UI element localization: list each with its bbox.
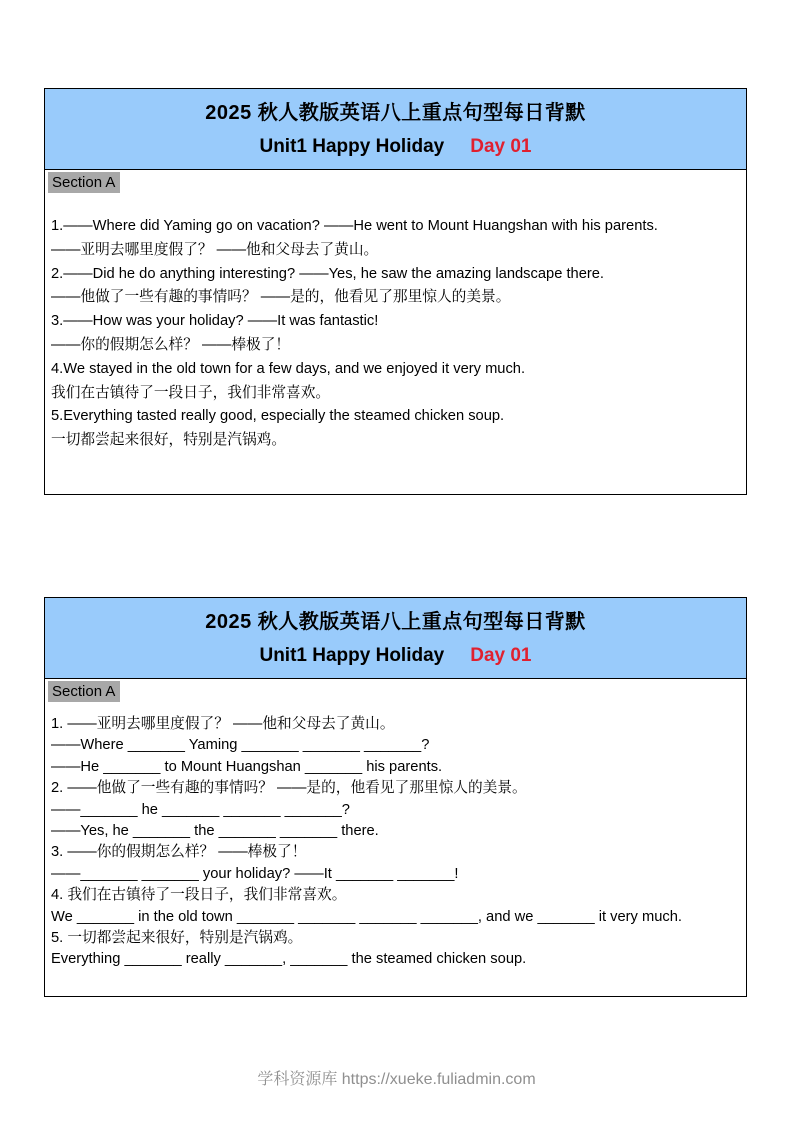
card-header [45,89,746,170]
sentence-line: ——他做了一些有趣的事情吗？ ——是的，他看见了那里惊人的美景。 [51,289,511,306]
sentence-line: ——亚明去哪里度假了？ ——他和父母去了黄山。 [51,241,379,258]
sentence-line: 1.——Where did Yaming go on vacation? ——He went to Mount Huangshan with his parents. [51,218,658,234]
exercise-line: ——Where _______ Yaming _______ _______ _______? [51,737,430,754]
sentence-line: 4.We stayed in the old town for a few days, and we enjoyed it very much. [51,360,526,377]
exercise-line: 2. ——他做了一些有趣的事情吗？ ——是的，他看见了那里惊人的美景。 [51,780,527,797]
exercise-line: 4. 我们在古镇待了一段日子，我们非常喜欢。 [51,887,347,904]
card-header [45,598,746,679]
sentence-line: 2.——Did he do anything interesting? ——Yes, he saw the amazing landscape there. [51,265,605,282]
sentence-line: 我们在古镇待了一段日子，我们非常喜欢。 [51,384,331,401]
section-label: Section A [48,172,120,193]
day-badge: Day 01 [470,136,532,157]
sentence-line: 一切都尝起来很好，特别是汽锅鸡。 [51,432,287,449]
exercise-line: ——He _______ to Mount Huangshan _______ his parents. [51,758,443,775]
sentence-list [45,215,746,453]
card-title: 2025 秋人教版英语八上重点句型每日背默 [205,611,586,633]
card-body [45,679,746,971]
unit-title: Unit1 Happy Holiday [259,136,445,157]
worksheet-card-blanks [44,597,747,997]
footer-watermark: 学科资源库 https://xueke.fuliadmin.com [257,1071,536,1088]
section-label: Section A [48,681,120,702]
sentence-line: 5.Everything tasted really good, especially the steamed chicken soup. [51,408,505,425]
card-body [45,170,746,453]
card-subtitle [45,644,746,667]
sentence-line: 3.——How was your holiday? ——It was fantastic! [51,313,379,330]
worksheet-card-sentences [44,88,747,495]
exercise-line: 5. 一切都尝起来很好，特别是汽锅鸡。 [51,930,303,947]
exercise-line: Everything _______ really _______, _______ the steamed chicken soup. [51,951,527,968]
exercise-line: ——Yes, he _______ the _______ _______ there. [51,823,379,840]
exercise-line: 3. ——你的假期怎么样？ ——棒极了！ [51,844,307,861]
card-title: 2025 秋人教版英语八上重点句型每日背默 [205,102,586,124]
day-badge: Day 01 [470,645,532,666]
exercise-line: ——_______ he _______ _______ _______? [51,801,350,818]
sentence-line: ——你的假期怎么样？ ——棒极了！ [51,336,291,353]
unit-title: Unit1 Happy Holiday [259,645,445,666]
exercise-line: 1. ——亚明去哪里度假了？ ——他和父母去了黄山。 [51,716,395,732]
exercise-list [45,714,746,971]
exercise-line: We _______ in the old town _______ _______ _______ _______, and we _______ it very much. [51,908,682,925]
card-subtitle [45,135,746,158]
exercise-line: ——_______ _______ your holiday? ——It _______ _______! [51,865,459,882]
